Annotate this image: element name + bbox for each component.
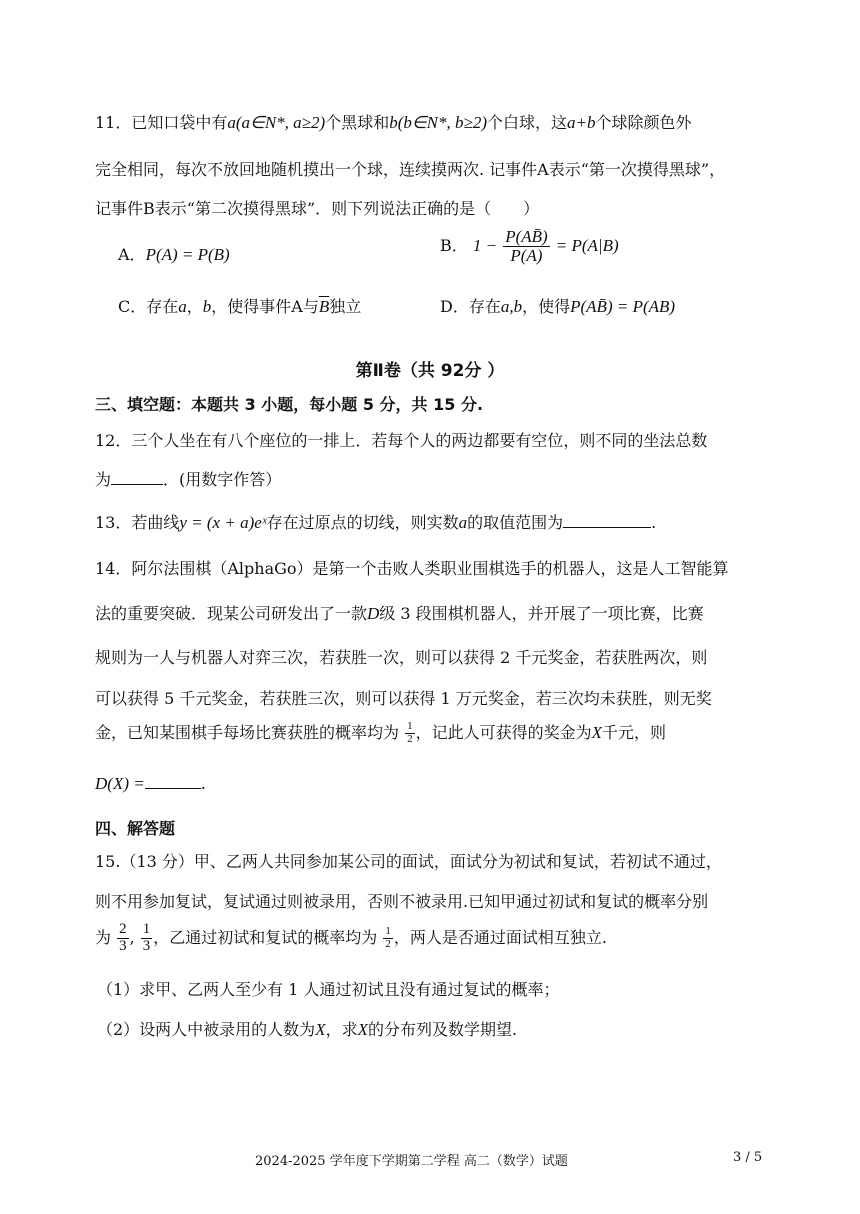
q15-text: ，乙通过初试和复试的概率均为: [153, 927, 378, 947]
q11-option-b: [440, 228, 619, 265]
fraction-numerator: 2: [119, 921, 127, 937]
q11-math-sum: a+b: [567, 113, 596, 132]
fraction-one-half: [383, 926, 393, 950]
q14-var-d: D: [367, 604, 380, 623]
q13-line: [95, 510, 656, 533]
option-c-text: 存在: [146, 297, 179, 316]
q15-line2: 则不用参加复试，复试通过则被录用，否则不被录用.已知甲通过初试和复试的概率分别: [95, 892, 709, 911]
q14-text: ，记此人可获得的奖金为: [415, 723, 592, 742]
q14-line5: [95, 720, 666, 746]
q15-text: （2）设两人中被录用的人数为: [97, 1020, 316, 1039]
q11-option-a: [118, 242, 230, 265]
option-c-text: ，: [186, 297, 203, 316]
q15-var-x: X: [315, 1020, 326, 1039]
q14-line4: 可以获得 5 千元奖金，若获胜三次，则可以获得 1 万元奖金，若三次均未获胜，则无奖: [95, 689, 712, 708]
answer-blank[interactable]: [111, 470, 163, 485]
option-d-vars: a,b: [500, 297, 523, 316]
option-b-post: = P(A|B): [555, 235, 619, 255]
q14-variance-label: D(X) =: [95, 774, 145, 793]
q15-text: 为: [95, 927, 112, 947]
option-label: C．: [118, 297, 147, 316]
q13-text: .: [651, 513, 657, 532]
part4-heading: 四、解答题: [95, 819, 176, 838]
q11-option-c: [118, 294, 361, 317]
q12-line2: [95, 467, 281, 490]
q14-text: 金，已知某围棋手每场比赛获胜的概率均为: [95, 723, 400, 742]
option-d-math: P(AB̄) = P(AB): [570, 297, 676, 316]
q12-text: 为: [95, 470, 112, 489]
option-b-pre: 1 −: [472, 235, 498, 255]
section-title: 第Ⅱ卷（共 92分 ）: [355, 361, 505, 381]
q12-line1: 12．三个人坐在有八个座位的一排上．若每个人的两边都要有空位，则不同的坐法总数: [95, 431, 708, 450]
fraction-denominator: P(A): [510, 245, 543, 265]
page-number: 3 / 5: [733, 1150, 763, 1165]
q14-text: 级 3 段围棋机器人，并开展了一项比赛，比赛: [379, 604, 704, 623]
fraction-numerator: 1: [407, 720, 413, 733]
q15-text: ，两人是否通过面试相互独立.: [393, 927, 607, 947]
option-c-var-a: a: [178, 297, 187, 316]
option-c-text: 独立: [329, 297, 362, 316]
q11-text: 个白球，这: [487, 113, 568, 132]
fraction-numerator: 1: [385, 925, 391, 938]
q14-var-x: X: [591, 723, 603, 742]
q15-line3: [95, 922, 607, 955]
option-a-math: P(A) = P(B): [145, 245, 230, 264]
fraction-numerator: 1: [142, 921, 151, 937]
q11-text: 个黑球和: [325, 113, 390, 132]
q11-line1: [95, 110, 692, 133]
option-d-text: ，使得: [522, 297, 571, 316]
q11-math-a: a(a∈N*, a≥2): [227, 113, 326, 132]
option-d-text: 存在: [468, 297, 501, 316]
fraction-denominator: 2: [407, 733, 413, 745]
q15-line1: 15.（13 分）甲、乙两人共同参加某公司的面试，面试分为初试和复试，若初试不通过，: [95, 852, 722, 871]
fraction-denominator: 2: [385, 937, 391, 950]
answer-blank[interactable]: [563, 513, 651, 528]
q15-text: 的分布列及数学期望.: [367, 1020, 518, 1039]
q13-text: 存在过原点的切线，则实数: [266, 513, 459, 532]
q15-var-x: X: [357, 1020, 368, 1039]
q11-line3: 记事件B表示“第二次摸得黑球”．则下列说法正确的是（ ）: [95, 199, 540, 218]
q14-text: .: [200, 774, 206, 793]
q13-curve-formula: y = (x + a)eˣ: [179, 513, 267, 532]
option-c-var-b: b: [202, 297, 212, 316]
q15-text: ，求: [325, 1020, 358, 1039]
q14-line6: [95, 774, 206, 794]
option-label: A．: [118, 245, 146, 264]
q15-part2: [97, 1017, 517, 1040]
q13-text: 13．若曲线: [95, 513, 180, 532]
q13-var-a: a: [458, 513, 468, 532]
option-b-fraction: [503, 228, 549, 265]
option-c-text: ，使得事件A与: [211, 297, 319, 316]
q14-text: 法的重要突破．现某公司研发出了一款: [95, 604, 368, 623]
fraction-denominator: 3: [119, 937, 127, 954]
q11-text: 11．已知口袋中有: [95, 113, 228, 132]
option-label: B．: [440, 235, 468, 255]
q11-line2: 完全相同，每次不放回地随机摸出一个球，连续摸两次. 记事件A表示“第一次摸得黑球”，: [95, 160, 726, 179]
fraction-two-thirds: [117, 922, 129, 955]
q13-text: 的取值范围为: [467, 513, 564, 532]
option-c-b-bar: $\overline{B}$: [318, 297, 330, 316]
page-footer: 2024-2025 学年度下学期第二学程 高二（数学）试题: [255, 1154, 568, 1169]
q12-text: ．(用数字作答）: [163, 470, 282, 489]
part3-heading: 三、填空题：本题共 3 小题，每小题 5 分，共 15 分.: [95, 395, 484, 414]
option-label: D．: [440, 297, 469, 316]
answer-blank[interactable]: [145, 774, 201, 789]
q14-text: 千元，则: [602, 723, 667, 742]
q15-comma: ,: [129, 927, 135, 947]
fraction-numerator: P(AB̄): [505, 227, 548, 246]
q11-text: 个球除颜色外: [595, 113, 692, 132]
fraction-one-half: [405, 721, 415, 745]
q11-math-b: b(b∈N*, b≥2): [389, 113, 488, 132]
q14-line3: 规则为一人与机器人对弈三次，若获胜一次，则可以获得 2 千元奖金，若获胜两次，则: [95, 648, 708, 667]
fraction-one-third: [141, 922, 153, 955]
q15-part1: （1）求甲、乙两人至少有 1 人通过初试且没有通过复试的概率；: [97, 980, 560, 999]
q11-option-d: [440, 294, 675, 317]
fraction-denominator: 3: [142, 937, 151, 954]
q14-line1: 14．阿尔法围棋（AlphaGo）是第一个击败人类职业围棋选手的机器人，这是人工智能算: [95, 559, 729, 578]
q14-line2: [95, 601, 704, 624]
